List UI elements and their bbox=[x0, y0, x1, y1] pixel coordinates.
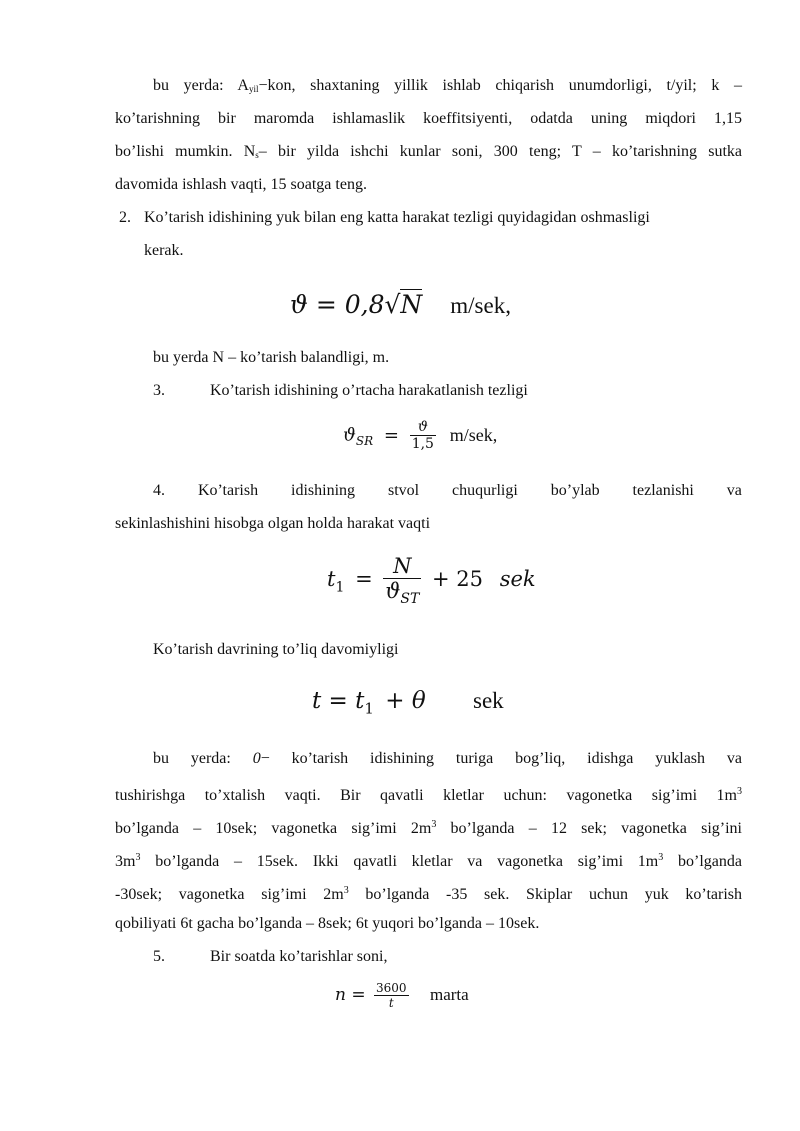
paragraph-line: qobiliyati 6t gacha bo’lganda – 8sek; 6t yuqori bo’lganda – 10sek. bbox=[115, 915, 540, 932]
paragraph-line: davomida ishlash vaqti, 15 soatga teng. bbox=[115, 176, 367, 193]
formula-cycle-duration: $t = t_1 + \theta$ sek bbox=[312, 688, 504, 718]
formula-travel-time: $t_1$ = $\frac{N}{ϑ_{ST}}$ + 25 sek bbox=[327, 554, 536, 608]
paragraph-line: bo’lganda – 10sek; vagonetka sig’imi $2m^3$ bo’lganda – 12 sek; vagonetka sig’ini bbox=[115, 819, 743, 837]
paragraph-line: $3m^3$ bo’lganda – 15sek. Ikki qavatli kletlar va vagonetka sig’imi $1m^3$ bo’lganda bbox=[115, 852, 742, 870]
list-text: kerak. bbox=[144, 242, 184, 259]
paragraph-line: bo’lishi mumkin. $N_s-$ bir yilda ishchi kunlar soni, 300 teng; T – ko’tarishning sutka bbox=[115, 143, 743, 160]
paragraph-line: ko’tarishning bir maromda ishlamaslik koeffitsiyenti, odatda uning miqdori 1,15 bbox=[115, 110, 742, 127]
list-number: 3. bbox=[153, 382, 165, 399]
list-number: 5. bbox=[153, 948, 165, 965]
paragraph-line: bu yerda: 0− ko’tarish idishining turiga bog’liq, idishga yuklash va bbox=[153, 750, 742, 767]
formula-avg-speed: $ϑ_{SR}$ = $\frac{ϑ}{1,5}$ m/sek, bbox=[343, 419, 498, 452]
list-number: 2. bbox=[119, 209, 131, 226]
paragraph-line: -30sek; vagonetka sig’imi $2m^3$ bo’lganda -35 sek. Skiplar uchun yuk ko’tarish bbox=[115, 885, 742, 903]
list-item-4: 4. Ko’tarish idishining stvol chuqurligi bo’ylab tezlanishi va bbox=[153, 482, 742, 499]
list-text: Ko’tarish idishining yuk bilan eng katta harakat tezligi quyidagidan oshmasligi bbox=[144, 209, 650, 226]
list-text: sekinlashishini hisobga olgan holda harakat vaqti bbox=[115, 515, 431, 532]
list-text: Ko’tarish idishining o’rtacha harakatlanish tezligi bbox=[210, 382, 528, 399]
list-number: 4. bbox=[153, 482, 165, 499]
formula-note: bu yerda N – ko’tarish balandligi, m. bbox=[153, 349, 390, 366]
list-text: Bir soatda ko’tarishlar soni, bbox=[210, 948, 388, 965]
formula-hoists-per-hour: n = $\frac{3600}{t}$ marta bbox=[335, 981, 469, 1010]
section-text: Ko’tarish davrining to’liq davomiyligi bbox=[153, 641, 399, 658]
formula-max-speed: ϑ = 0,8√N m/sek, bbox=[290, 290, 511, 319]
paragraph-line: tushirishga to’xtalish vaqti. Bir qavatli kletlar uchun: vagonetka sig’imi $1m^3$ bbox=[115, 786, 742, 804]
paragraph-line: bu yerda: $A_{yil}-kon$, shaxtaning yillik ishlab chiqarish unumdorligi, t/yil; k – bbox=[153, 77, 742, 94]
